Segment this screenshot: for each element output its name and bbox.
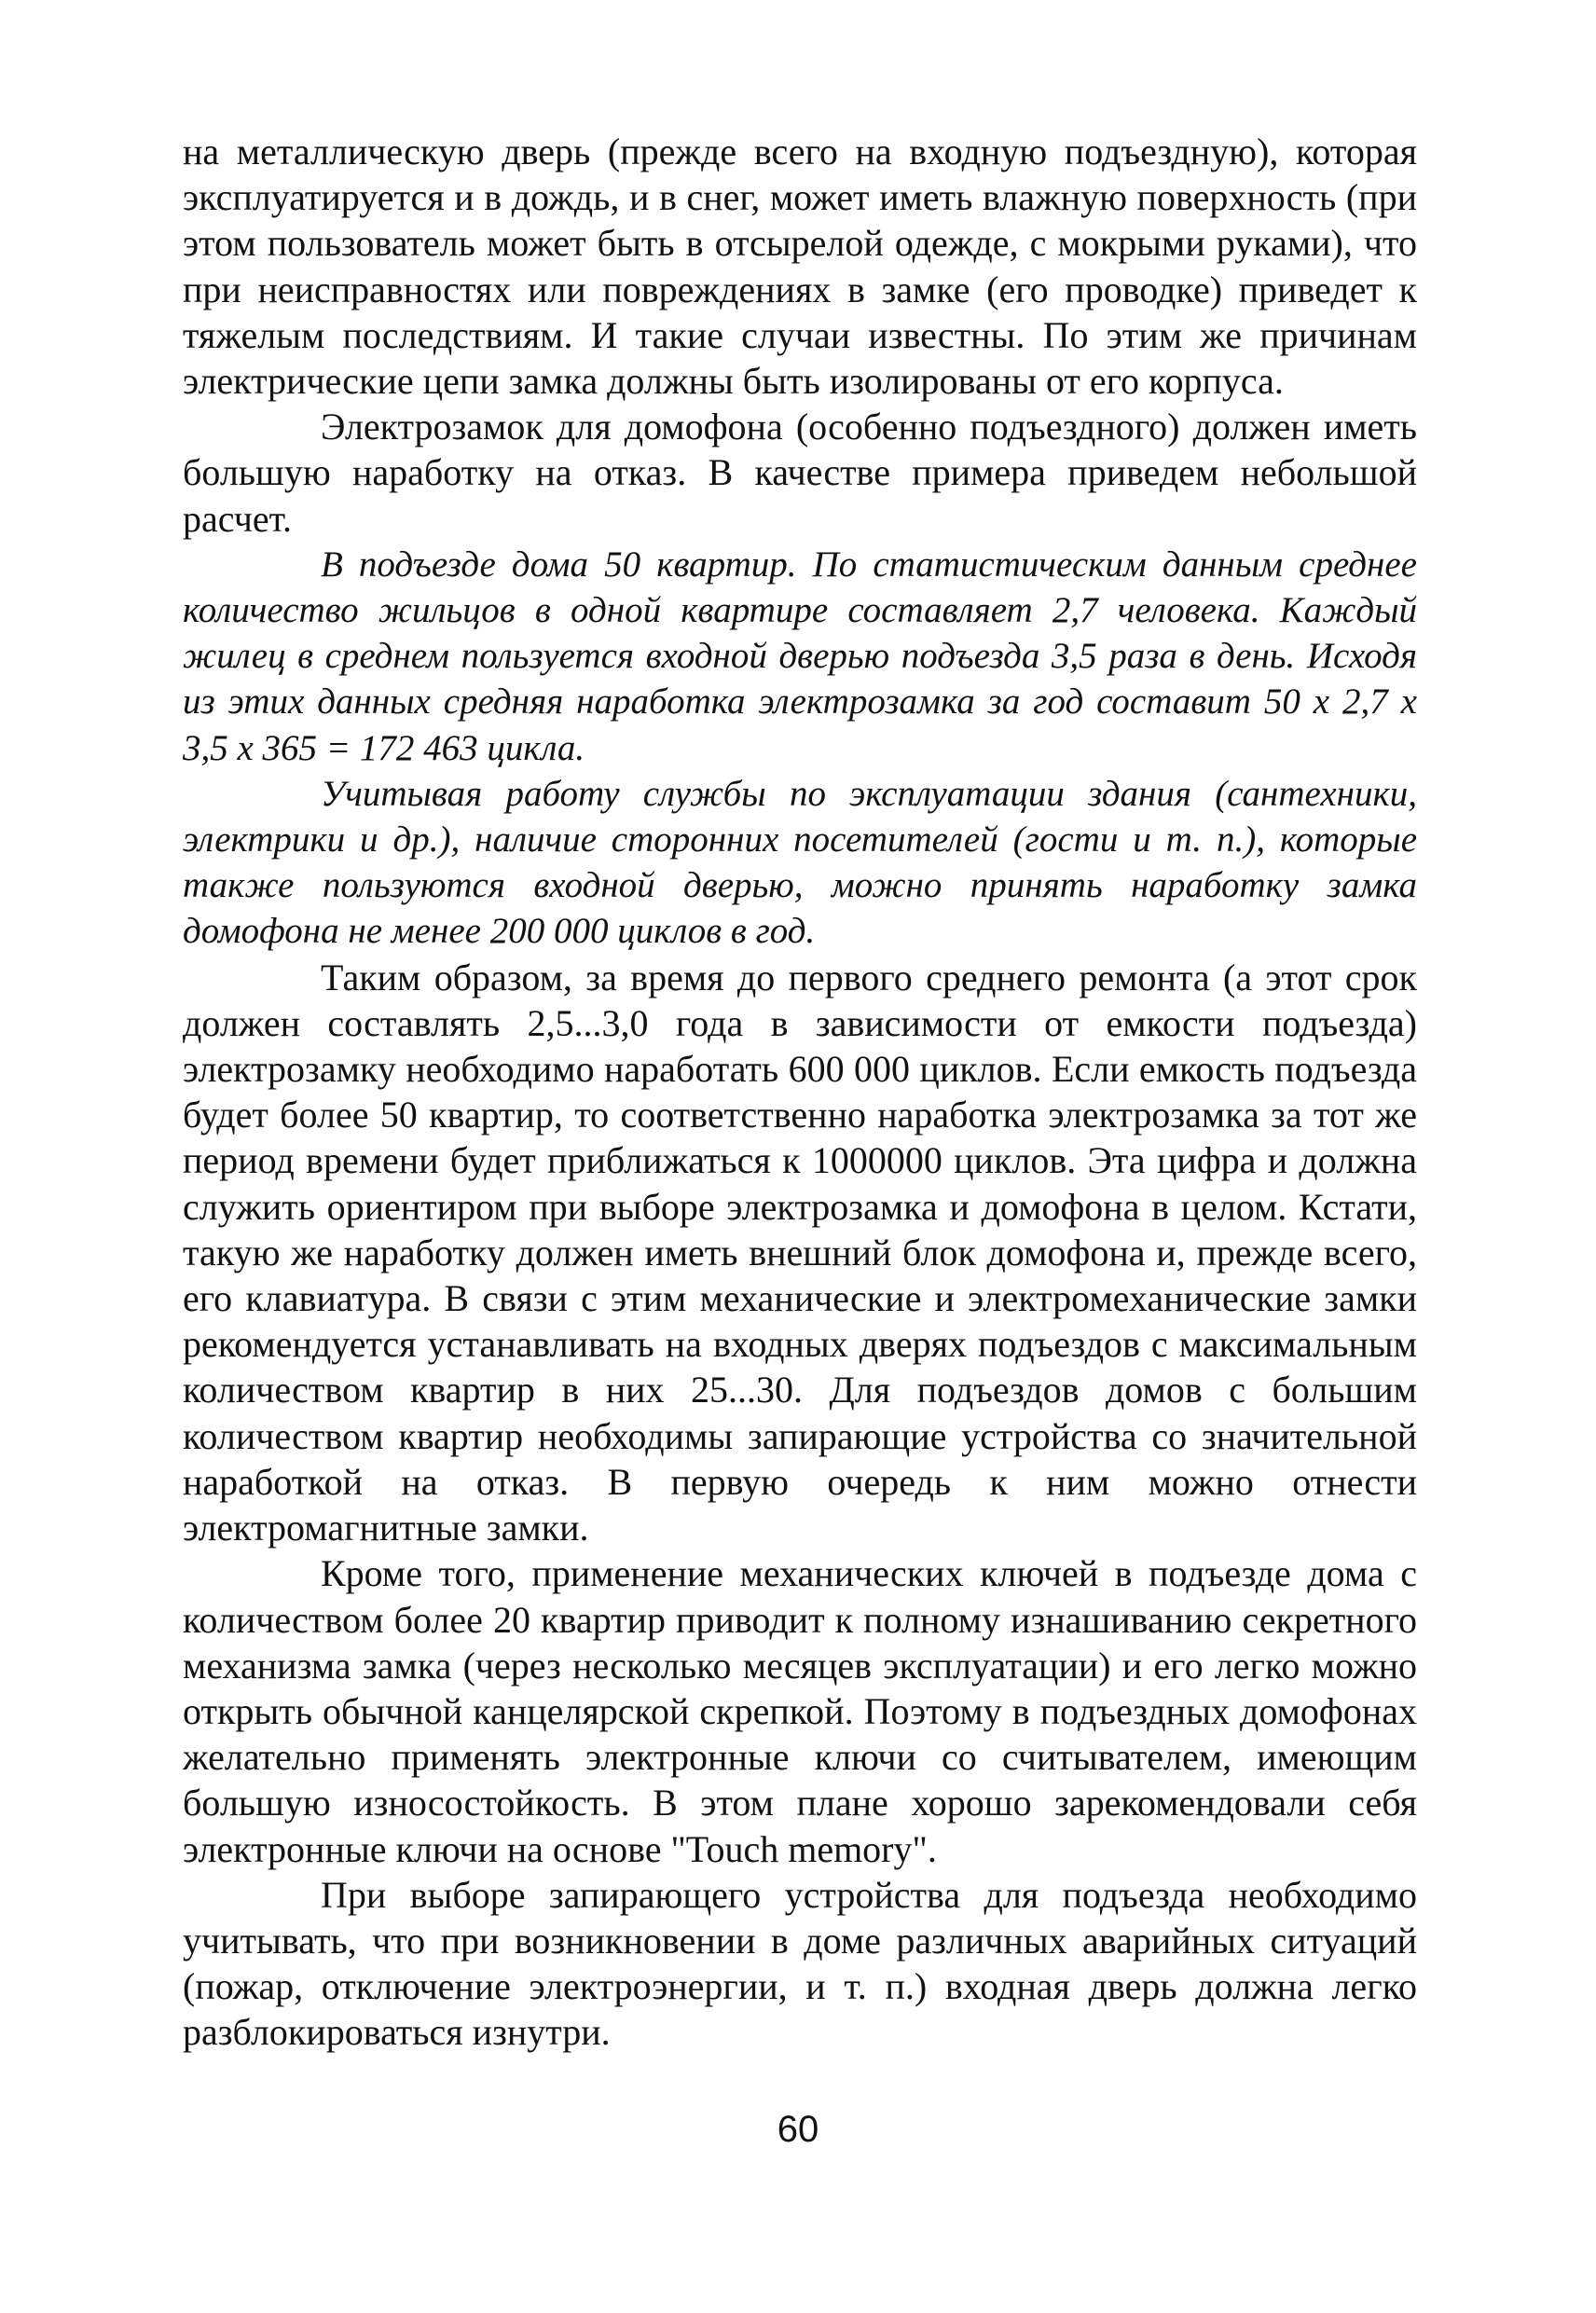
page-number: 60 (777, 2109, 819, 2150)
page-body (183, 129, 1417, 2056)
paragraph-example-conclusion: Учитывая работу службы по эксплуатации здания (сантехники, электрики и др.), наличие сторонних посетителей (гости и т. п.), которые также пользуются входной дверью, можно принять наработку замка домофона не менее 200 000 циклов в год. (183, 773, 1417, 952)
paragraph-emergency-unlock: При выборе запирающего устройства для подъезда необходимо учитывать, что при возникновении в доме различных аварийных ситуаций (пожар, отключение электроэнергии, и т. п.) входная дверь должна легко разблокироваться изнутри. (183, 1873, 1417, 2054)
paragraph-lock-reliability: Электрозамок для домофона (особенно подъездного) должен иметь большую наработку на отказ. В качестве примера приведем небольшой расчет. (183, 406, 1417, 540)
paragraph-door-safety: на металлическую дверь (прежде всего на входную подъездную), которая эксплуатируется и в дождь, и в снег, может иметь влажную поверхность (при этом пользователь может быть в отсырелой одежде, с мокрыми руками), что при неисправностях или повреждениях в замке (его проводке) приведет к тяжелым последствиям. И такие случаи известны. По этим же причинам электрические цепи замка должны быть изолированы от его корпуса. (183, 131, 1417, 403)
paragraph-repair-period: Таким образом, за время до первого среднего ремонта (а этот срок должен составлять 2,5...3,0 года в зависимости от емкости подъезда) электрозамку необходимо наработать 600 000 циклов. Если емкость подъезда будет более 50 квартир, то соответственно наработка электрозамка за тот же период времени будет приближаться к 1000000 циклов. Эта цифра и должна служить ориентиром при выборе электрозамка и домофона в целом. Кстати, такую же наработку должен иметь внешний блок домофона и, прежде всего, его клавиатура. В связи с этим механические и электромеханические замки рекомендуется устанавливать на входных дверях подъездов с максимальным количеством квартир в них 25...30. Для подъездов домов с большим количеством квартир необходимы запирающие устройства со значительной наработкой на отказ. В первую очередь к ним можно отнести электромагнитные замки. (183, 956, 1417, 1549)
paragraph-example-calculation: В подъезде дома 50 квартир. По статистическим данным среднее количество жильцов в одной квартире составляет 2,7 человека. Каждый жилец в среднем пользуется входной дверью подъезда 3,5 раза в день. Исходя из этих данных средняя наработка электрозамка за год составит 50 x 2,7 x 3,5 x 365 = 172 463 цикла. (183, 544, 1417, 768)
paragraph-mechanical-keys: Кроме того, применение механических ключей в подъезде дома с количеством более 20 квартир приводит к полному изнашиванию секретного механизма замка (через несколько месяцев эксплуатации) и его легко можно открыть обычной канцелярской скрепкой. Поэтому в подъездных домофонах желательно применять электронные ключи со считывателем, имеющим большую износостойкость. В этом плане хорошо зарекомендовали себя электронные ключи на основе "Touch memory". (183, 1552, 1417, 1870)
